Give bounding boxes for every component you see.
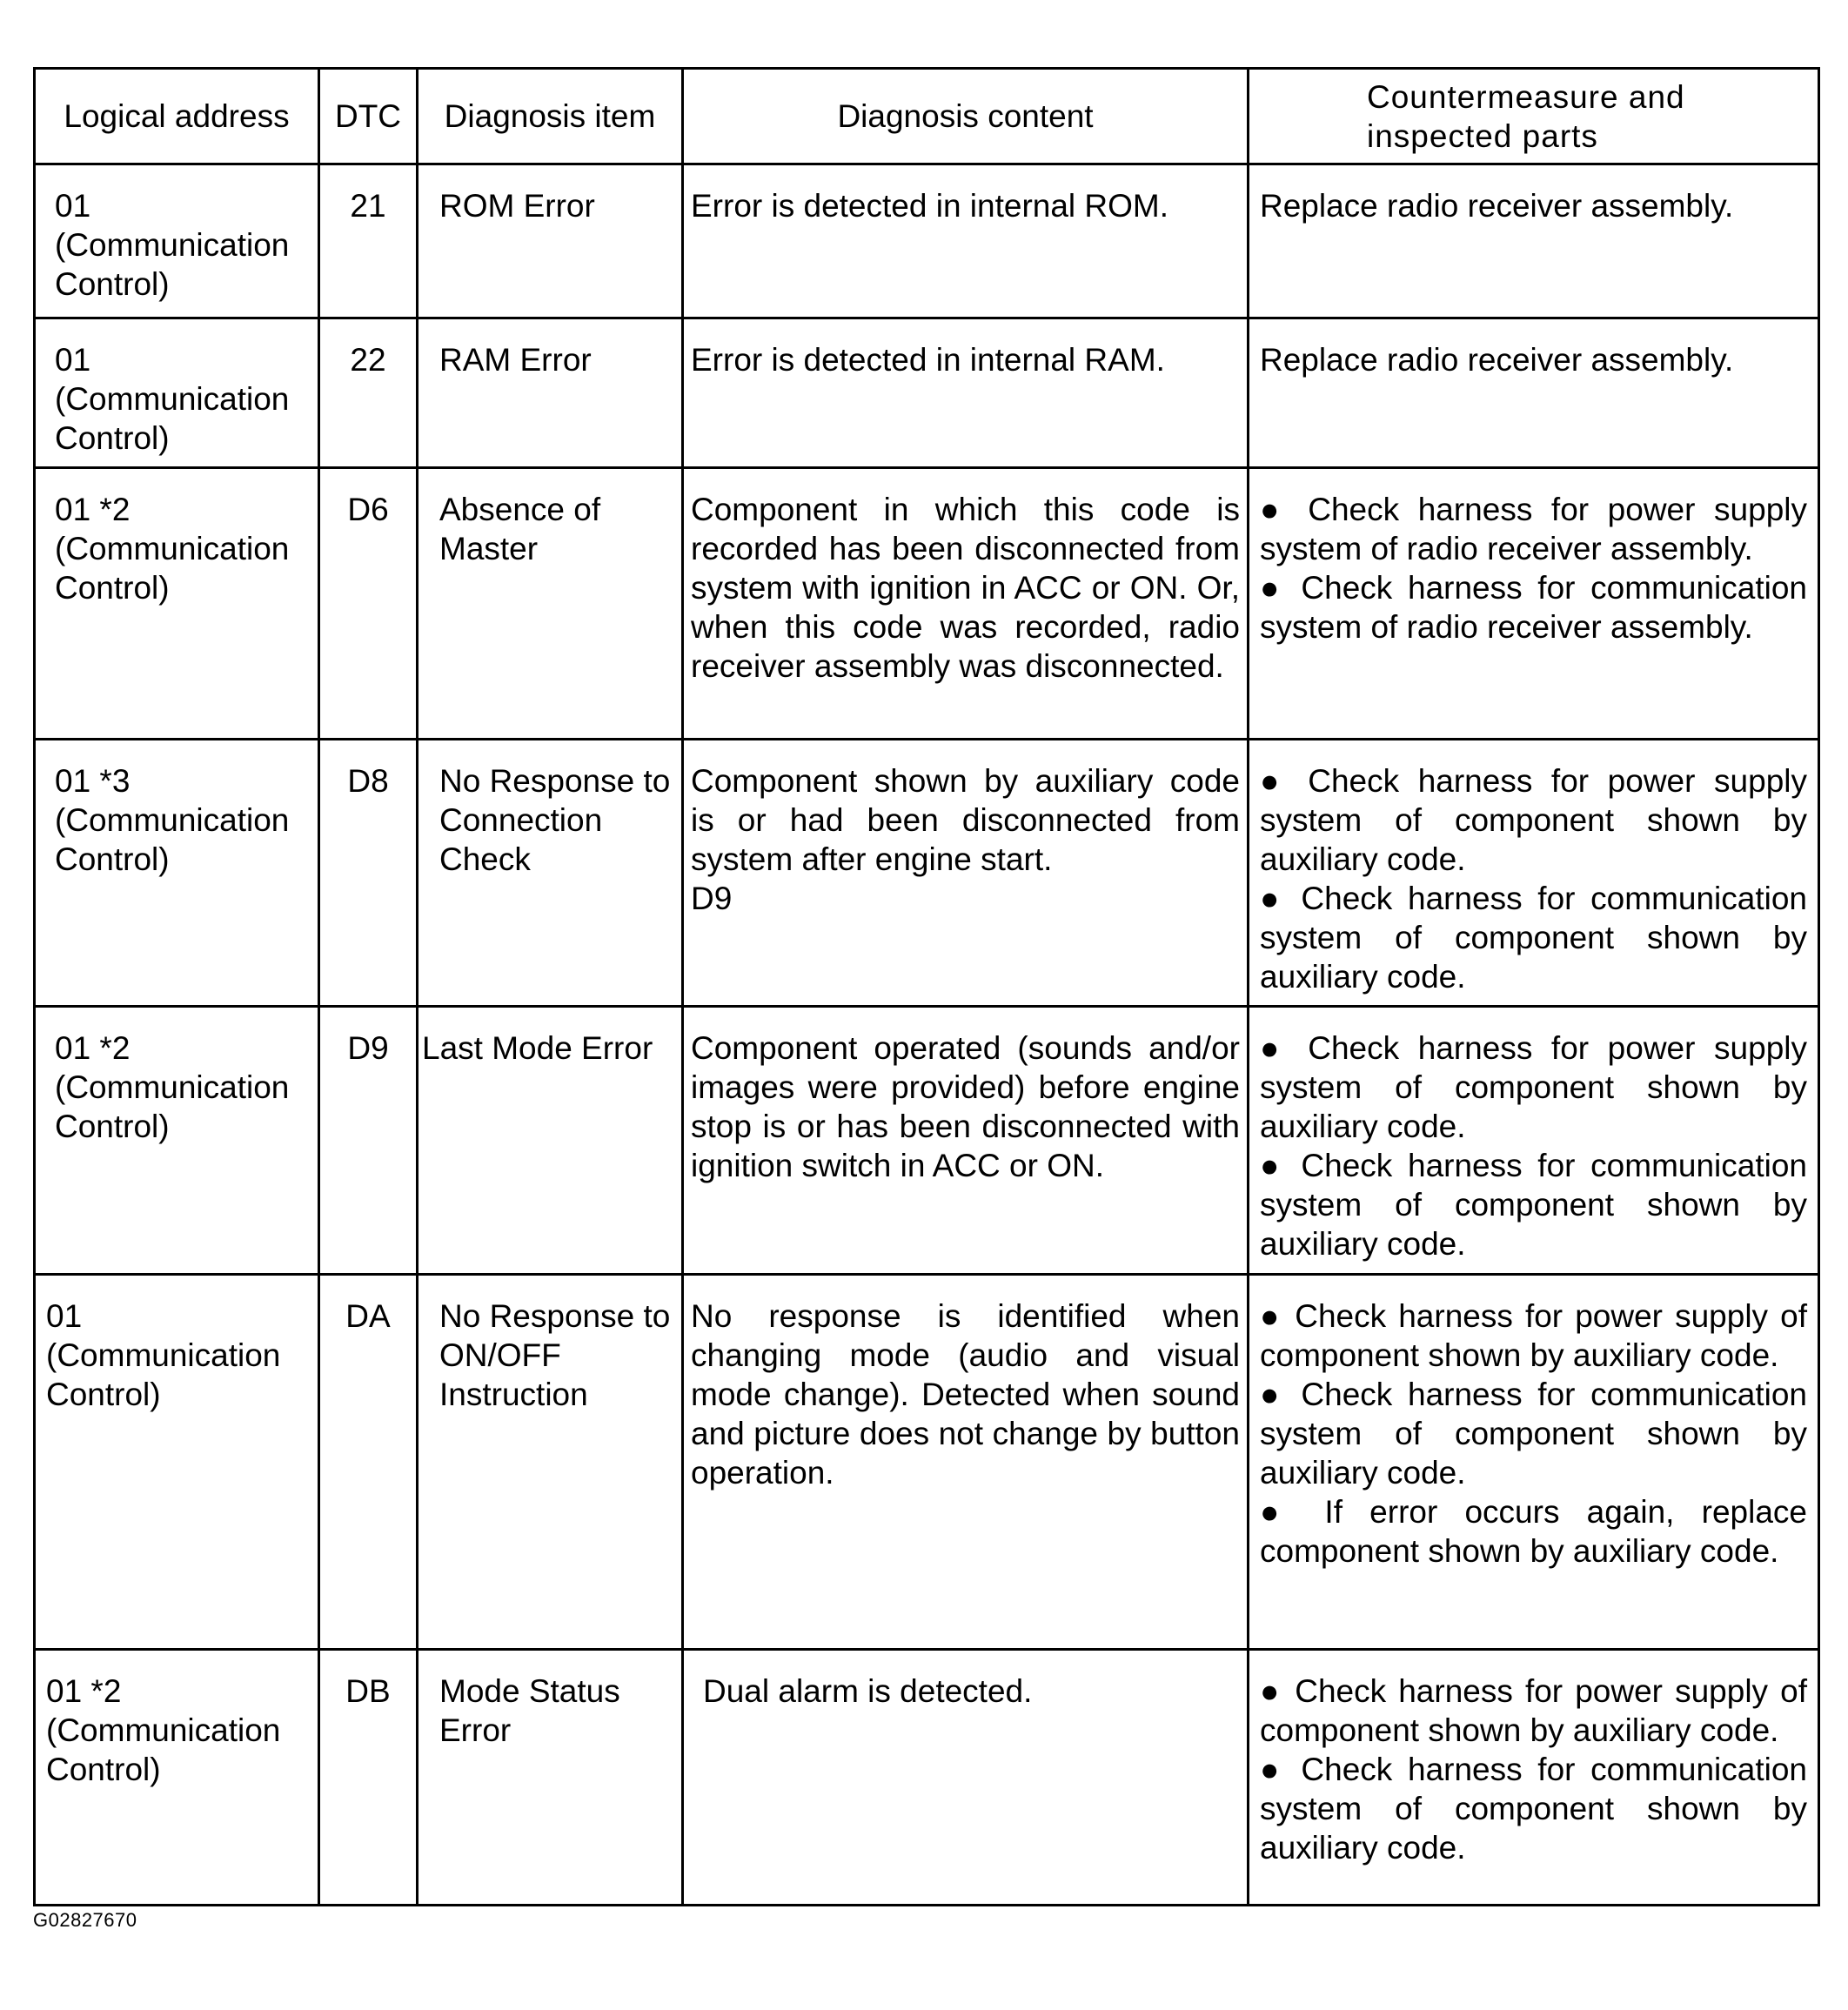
cell-dtc: 21 [319,164,418,318]
table-row [35,740,1819,1007]
cell-diagnosis-content: Component in which this code is recorded has been disconnected from system with ignition in ACC or ON. Or, when this code was recorded, radio receiver assembly was disconnected. [683,468,1249,740]
cell-logical-address: 01 *2 (Communication Control) [35,1007,319,1275]
header-logical-address: Logical address [35,69,319,164]
cell-countermeasure: ● Check harness for power supply of component shown by auxiliary code. ● Check harness for communication system of component shown by auxiliary code. [1249,1650,1819,1906]
cell-countermeasure: ● Check harness for power supply of component shown by auxiliary code. ● Check harness for communication system of component shown by auxiliary code. ● If error occurs again, replace component shown by auxiliary code. [1249,1275,1819,1650]
cell-dtc: D6 [319,468,418,740]
cell-logical-address: 01 (Communication Control) [35,318,319,468]
cell-diagnosis-content: Error is detected in internal ROM. [683,164,1249,318]
cell-diagnosis-item: No Response to Connection Check [418,740,683,1007]
cell-diagnosis-content: Component shown by auxiliary code is or had been disconnected from system after engine start. D9 [683,740,1249,1007]
table-row [35,318,1819,468]
cell-countermeasure: ● Check harness for power supply system of component shown by auxiliary code. ● Check harness for communication system of component shown by auxiliary code. [1249,740,1819,1007]
header-dtc: DTC [319,69,418,164]
cell-dtc: D9 [319,1007,418,1275]
table-row [35,1275,1819,1650]
cell-diagnosis-content: Dual alarm is detected. [683,1650,1249,1906]
cell-diagnosis-item: RAM Error [418,318,683,468]
cell-diagnosis-item: ROM Error [418,164,683,318]
cell-dtc: 22 [319,318,418,468]
cell-dtc: DA [319,1275,418,1650]
cell-logical-address: 01 *3 (Communication Control) [35,740,319,1007]
table-row [35,468,1819,740]
header-countermeasure: Countermeasure and inspected parts [1249,69,1819,164]
cell-logical-address: 01 *2 (Communication Control) [35,468,319,740]
cell-diagnosis-content: No response is identified when changing mode (audio and visual mode change). Detected when sound and picture does not change by button operation. [683,1275,1249,1650]
cell-dtc: D8 [319,740,418,1007]
header-diagnosis-content: Diagnosis content [683,69,1249,164]
cell-countermeasure: Replace radio receiver assembly. [1249,164,1819,318]
header-diagnosis-item: Diagnosis item [418,69,683,164]
cell-diagnosis-item: No Response to ON/OFF Instruction [418,1275,683,1650]
cell-logical-address: 01 (Communication Control) [35,1275,319,1650]
table-row [35,164,1819,318]
cell-logical-address: 01 (Communication Control) [35,164,319,318]
table-row [35,1650,1819,1906]
cell-diagnosis-content: Error is detected in internal RAM. [683,318,1249,468]
cell-logical-address: 01 *2 (Communication Control) [35,1650,319,1906]
dtc-table-container [33,67,1818,1906]
cell-countermeasure: ● Check harness for power supply system of component shown by auxiliary code. ● Check harness for communication system of component shown by auxiliary code. [1249,1007,1819,1275]
cell-diagnosis-content: Component operated (sounds and/or images were provided) before engine stop is or has been disconnected with ignition switch in ACC or ON. [683,1007,1249,1275]
table-row [35,1007,1819,1275]
table-header-row [35,69,1819,164]
cell-diagnosis-item: Mode Status Error [418,1650,683,1906]
cell-diagnosis-item: Absence of Master [418,468,683,740]
cell-dtc: DB [319,1650,418,1906]
cell-countermeasure: Replace radio receiver assembly. [1249,318,1819,468]
cell-diagnosis-item: Last Mode Error [418,1007,683,1275]
cell-countermeasure: ● Check harness for power supply system of radio receiver assembly. ● Check harness for communication system of radio receiver assembly. [1249,468,1819,740]
figure-id: G02827670 [33,1909,137,1931]
dtc-table [33,67,1820,1906]
